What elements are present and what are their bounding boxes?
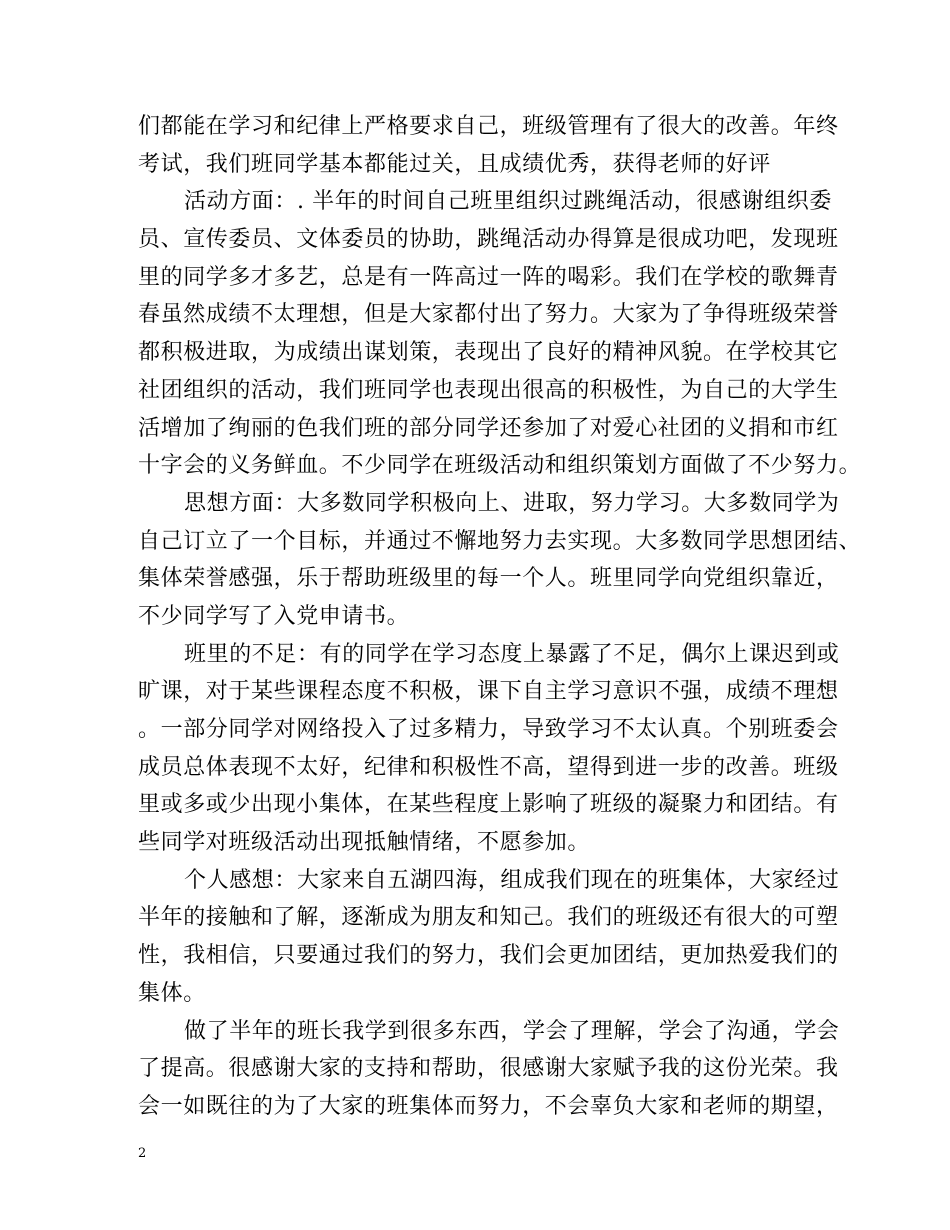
text-line: 集体。 [138,980,206,1006]
text-line: 不少同学写了入党申请书。 [138,603,410,629]
text-line: 个人感想：大家来自五湖四海，组成我们现在的班集体，大家经过 [184,867,840,893]
text-line: 半年的接触和了解，逐渐成为朋友和知己。我们的班级还有很大的可塑 [138,905,839,931]
text-line: 员、宣传委员、文体委员的协助，跳绳活动办得算是很成功吧，发现班 [138,227,839,253]
text-line: 班里的不足：有的同学在学习态度上暴露了不足，偶尔上课迟到或 [184,641,840,667]
text-line: 旷课，对于某些课程态度不积极，课下自主学习意识不强，成绩不理想 [138,679,839,705]
text-line: 们都能在学习和纪律上严格要求自己，班级管理有了很大的改善。年终 [138,114,839,139]
text-line: 社团组织的活动，我们班同学也表现出很高的积极性，为自己的大学生 [138,377,839,403]
text-line: 思想方面：大多数同学积极向上、进取，努力学习。大多数同学为 [184,490,840,516]
text-line: 了提高。很感谢大家的支持和帮助，很感谢大家赋予我的这份光荣。我 [138,1056,839,1082]
text-line: 做了半年的班长我学到很多东西，学会了理解，学会了沟通，学会 [184,1018,840,1044]
text-line: 里或多或少出现小集体，在某些程度上影响了班级的凝聚力和团结。有 [138,792,839,818]
text-line: 考试，我们班同学基本都能过关，且成绩优秀，获得老师的好评 [138,151,771,177]
text-line: 成员总体表现不太好，纪律和积极性不高，望得到进一步的改善。班级 [138,754,839,780]
body-text [138,108,862,1126]
text-line: 活动方面：. 半年的时间自己班里组织过跳绳活动，很感谢组织委 [184,189,832,215]
text-line: 会一如既往的为了大家的班集体而努力，不会辜负大家和老师的期望， [138,1093,839,1119]
text-line: 性，我相信，只要通过我们的努力，我们会更加团结，更加热爱我们的 [138,943,839,969]
text-line: 集体荣誉感强，乐于帮助班级里的每一个人。班里同学向党组织靠近， [138,566,839,592]
text-line: 十字会的义务鲜血。不少同学在班级活动和组织策划方面做了不少努力。 [138,453,862,479]
text-line: 都积极进取，为成绩出谋划策，表现出了良好的精神风貌。在学校其它 [138,340,839,366]
text-line: 里的同学多才多艺，总是有一阵高过一阵的喝彩。我们在学校的歌舞青 [138,264,839,290]
text-line: 些同学对班级活动出现抵触情绪，不愿参加。 [138,830,591,856]
page-number: 2 [138,1146,147,1161]
text-line: 。一部分同学对网络投入了过多精力，导致学习不太认真。个别班委会 [138,717,839,742]
text-line: 活增加了绚丽的色我们班的部分同学还参加了对爱心社团的义捐和市红 [138,415,839,441]
text-line: 春虽然成绩不太理想，但是大家都付出了努力。大家为了争得班级荣誉 [138,302,839,328]
text-line: 自己订立了一个目标，并通过不懈地努力去实现。大多数同学思想团结、 [138,528,862,554]
